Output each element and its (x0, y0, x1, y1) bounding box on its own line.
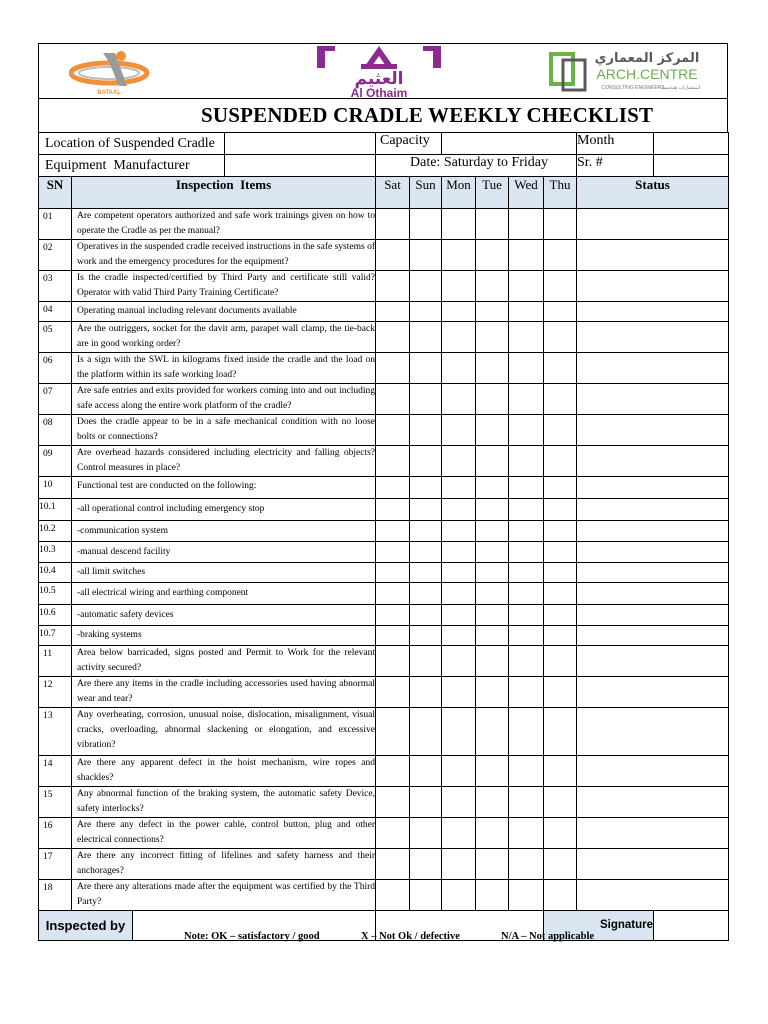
row-day-cell-tue[interactable] (476, 499, 509, 521)
row-day-cell-thu[interactable] (544, 626, 577, 646)
row-day-cell-sat[interactable] (376, 646, 410, 677)
row-day-cell-sat[interactable] (376, 708, 410, 756)
row-day-cell-thu[interactable] (544, 880, 577, 911)
row-day-cell-thu[interactable] (544, 708, 577, 756)
row-day-cell-tue[interactable] (476, 646, 509, 677)
manufacturer-field[interactable] (225, 155, 375, 176)
row-sn: 10.2 (39, 521, 72, 542)
row-sn: 10.1 (39, 499, 72, 521)
row-day-cell-mon[interactable] (442, 756, 476, 787)
note-not-ok: X – Not Ok / defective (361, 931, 460, 942)
row-day-cell-mon[interactable] (442, 446, 476, 477)
inspected-by-label: Inspected by (39, 911, 133, 940)
row-day-cell-sat[interactable] (376, 521, 410, 542)
row-day-cell-mon[interactable] (442, 542, 476, 563)
row-day-cell-mon[interactable] (442, 240, 476, 271)
row-status-cell[interactable] (577, 646, 729, 677)
checklist-row (39, 521, 729, 542)
row-day-cell-sat[interactable] (376, 322, 410, 353)
row-day-cell-wed[interactable] (509, 563, 544, 583)
checklist-row (39, 605, 729, 626)
row-day-cell-wed[interactable] (509, 542, 544, 563)
row-day-cell-thu[interactable] (544, 542, 577, 563)
row-day-cell-wed[interactable] (509, 756, 544, 787)
row-day-cell-tue[interactable] (476, 880, 509, 911)
row-day-cell-mon[interactable] (442, 646, 476, 677)
row-day-cell-wed[interactable] (509, 446, 544, 477)
sr-field[interactable] (654, 155, 729, 177)
row-day-cell-sun[interactable] (410, 583, 442, 605)
col-header-wed: Wed (509, 177, 544, 209)
row-day-cell-mon[interactable] (442, 209, 476, 240)
row-day-cell-sun[interactable] (410, 542, 442, 563)
row-day-cell-wed[interactable] (509, 384, 544, 415)
row-day-cell-tue[interactable] (476, 605, 509, 626)
row-day-cell-wed[interactable] (509, 353, 544, 384)
row-day-cell-thu[interactable] (544, 605, 577, 626)
row-day-cell-sun[interactable] (410, 605, 442, 626)
row-status-cell[interactable] (577, 302, 729, 322)
row-sn: 08 (39, 415, 72, 446)
row-inspection-item: -all electrical wiring and earthing component (72, 583, 376, 605)
row-day-cell-tue[interactable] (476, 477, 509, 499)
row-sn: 02 (39, 240, 72, 271)
row-day-cell-wed[interactable] (509, 605, 544, 626)
checklist-row (39, 880, 729, 911)
row-day-cell-sat[interactable] (376, 880, 410, 911)
page-title: SUSPENDED CRADLE WEEKLY CHECKLIST (201, 103, 654, 127)
arch-centre-arabic-text: المركز المعماري (594, 51, 700, 66)
row-day-cell-sun[interactable] (410, 626, 442, 646)
arch-centre-tagline-arabic: استشارات هندسية (661, 85, 701, 91)
col-header-sun: Sun (410, 177, 442, 209)
row-day-cell-sat[interactable] (376, 626, 410, 646)
row-day-cell-mon[interactable] (442, 605, 476, 626)
col-header-thu: Thu (544, 177, 577, 209)
location-label: Location of Suspended Cradle (39, 133, 225, 154)
row-sn: 10.4 (39, 563, 72, 583)
checklist-row (39, 756, 729, 787)
row-status-cell[interactable] (577, 708, 729, 756)
row-day-cell-sun[interactable] (410, 353, 442, 384)
row-inspection-item: Any overheating, corrosion, unusual noise, dislocation, misalignment, visual cracks, overloading, abnormal slackening or elongation, and excessive vibration? (72, 708, 376, 756)
row-day-cell-mon[interactable] (442, 322, 476, 353)
row-inspection-item: -automatic safety devices (72, 605, 376, 626)
checklist-form (38, 43, 728, 941)
row-day-cell-wed[interactable] (509, 880, 544, 911)
row-day-cell-thu[interactable] (544, 415, 577, 446)
row-inspection-item: Are there any alterations made after the equipment was certified by the Third Party? (72, 880, 376, 911)
row-day-cell-sun[interactable] (410, 209, 442, 240)
row-day-cell-thu[interactable] (544, 240, 577, 271)
row-day-cell-sat[interactable] (376, 818, 410, 849)
row-day-cell-mon[interactable] (442, 499, 476, 521)
row-sn: 03 (39, 271, 72, 302)
row-day-cell-tue[interactable] (476, 240, 509, 271)
row-status-cell[interactable] (577, 209, 729, 240)
checklist-row (39, 499, 729, 521)
checklist-row (39, 209, 729, 240)
row-sn: 06 (39, 353, 72, 384)
row-day-cell-wed[interactable] (509, 209, 544, 240)
row-day-cell-sat[interactable] (376, 677, 410, 708)
row-day-cell-wed[interactable] (509, 818, 544, 849)
row-day-cell-tue[interactable] (476, 209, 509, 240)
row-day-cell-sat[interactable] (376, 477, 410, 499)
row-inspection-item: Does the cradle appear to be in a safe mechanical condition with no loose bolts or connections? (72, 415, 376, 446)
row-status-cell[interactable] (577, 605, 729, 626)
al-othaim-logo (315, 44, 443, 98)
row-day-cell-mon[interactable] (442, 818, 476, 849)
row-status-cell[interactable] (577, 542, 729, 563)
row-inspection-item: Are there any apparent defect in the hoist mechanism, wire ropes and shackles? (72, 756, 376, 787)
row-day-cell-tue[interactable] (476, 818, 509, 849)
row-sn: 13 (39, 708, 72, 756)
row-day-cell-sat[interactable] (376, 756, 410, 787)
row-sn: 16 (39, 818, 72, 849)
row-day-cell-mon[interactable] (442, 521, 476, 542)
column-header-row (39, 177, 729, 209)
row-day-cell-sun[interactable] (410, 499, 442, 521)
row-day-cell-sat[interactable] (376, 563, 410, 583)
row-day-cell-wed[interactable] (509, 708, 544, 756)
row-inspection-item: -all limit switches (72, 563, 376, 583)
row-status-cell[interactable] (577, 499, 729, 521)
checklist-row (39, 415, 729, 446)
checklist-row (39, 646, 729, 677)
row-day-cell-tue[interactable] (476, 271, 509, 302)
row-day-cell-wed[interactable] (509, 415, 544, 446)
row-day-cell-sun[interactable] (410, 384, 442, 415)
row-day-cell-tue[interactable] (476, 384, 509, 415)
row-day-cell-tue[interactable] (476, 521, 509, 542)
row-day-cell-sun[interactable] (410, 415, 442, 446)
row-day-cell-thu[interactable] (544, 446, 577, 477)
row-day-cell-mon[interactable] (442, 477, 476, 499)
row-day-cell-sun[interactable] (410, 322, 442, 353)
row-inspection-item: Functional test are conducted on the following: (72, 477, 376, 499)
row-day-cell-wed[interactable] (509, 271, 544, 302)
row-inspection-item: -braking systems (72, 626, 376, 646)
row-day-cell-sat[interactable] (376, 209, 410, 240)
row-inspection-item: Are overhead hazards considered including electricity and falling objects? Control measures in place? (72, 446, 376, 477)
bataal-logo-text: BATAAL (97, 90, 121, 96)
row-inspection-item: Any abnormal function of the braking system, the automatic safety Device, safety interlocks? (72, 787, 376, 818)
checklist-row (39, 477, 729, 499)
checklist-row (39, 542, 729, 563)
row-day-cell-thu[interactable] (544, 787, 577, 818)
row-sn: 15 (39, 787, 72, 818)
row-day-cell-sun[interactable] (410, 677, 442, 708)
row-day-cell-mon[interactable] (442, 708, 476, 756)
row-sn: 10.3 (39, 542, 72, 563)
capacity-field[interactable] (442, 133, 577, 155)
note-na: N/A – Not applicable (501, 931, 595, 942)
row-status-cell[interactable] (577, 446, 729, 477)
row-status-cell[interactable] (577, 677, 729, 708)
month-field[interactable] (654, 133, 729, 155)
row-day-cell-sat[interactable] (376, 849, 410, 880)
logo-header (38, 43, 728, 98)
row-sn: 10 (39, 477, 72, 499)
row-day-cell-sun[interactable] (410, 563, 442, 583)
row-day-cell-sun[interactable] (410, 477, 442, 499)
row-day-cell-thu[interactable] (544, 563, 577, 583)
row-day-cell-sat[interactable] (376, 353, 410, 384)
row-day-cell-thu[interactable] (544, 583, 577, 605)
arch-centre-latin-text: ARCH.CENTRE (596, 66, 698, 82)
row-inspection-item: Are competent operators authorized and safe work trainings given on how to operate the Cradle as per the manual? (72, 209, 376, 240)
row-inspection-item: Area below barricaded, signs posted and Permit to Work for the relevant activity secured? (72, 646, 376, 677)
row-day-cell-mon[interactable] (442, 677, 476, 708)
checklist-row (39, 271, 729, 302)
row-inspection-item: -all operational control including emergency stop (72, 499, 376, 521)
row-day-cell-sun[interactable] (410, 880, 442, 911)
row-status-cell[interactable] (577, 415, 729, 446)
row-inspection-item: -communication system (72, 521, 376, 542)
signature-label-text: Signature (599, 919, 654, 931)
row-status-cell[interactable] (577, 521, 729, 542)
row-sn: 04 (39, 302, 72, 322)
row-sn: 09 (39, 446, 72, 477)
row-status-cell[interactable] (577, 384, 729, 415)
row-day-cell-tue[interactable] (476, 322, 509, 353)
row-day-cell-sun[interactable] (410, 787, 442, 818)
row-day-cell-wed[interactable] (509, 322, 544, 353)
row-status-cell[interactable] (577, 271, 729, 302)
row-day-cell-wed[interactable] (509, 677, 544, 708)
row-day-cell-tue[interactable] (476, 849, 509, 880)
row-day-cell-tue[interactable] (476, 542, 509, 563)
row-day-cell-wed[interactable] (509, 499, 544, 521)
row-day-cell-thu[interactable] (544, 818, 577, 849)
row-day-cell-wed[interactable] (509, 849, 544, 880)
row-status-cell[interactable] (577, 787, 729, 818)
row-day-cell-mon[interactable] (442, 880, 476, 911)
row-status-cell[interactable] (577, 563, 729, 583)
row-day-cell-thu[interactable] (544, 322, 577, 353)
row-sn: 01 (39, 209, 72, 240)
row-day-cell-mon[interactable] (442, 787, 476, 818)
row-sn: 05 (39, 322, 72, 353)
date-label: Date: Saturday to Friday (376, 155, 577, 177)
row-day-cell-sun[interactable] (410, 708, 442, 756)
checklist-row (39, 563, 729, 583)
row-day-cell-thu[interactable] (544, 209, 577, 240)
row-sn: 11 (39, 646, 72, 677)
checklist-row (39, 240, 729, 271)
row-day-cell-sun[interactable] (410, 521, 442, 542)
row-day-cell-mon[interactable] (442, 415, 476, 446)
signature-field[interactable] (654, 911, 729, 941)
col-header-mon: Mon (442, 177, 476, 209)
arch-centre-logo (547, 46, 707, 96)
row-day-cell-wed[interactable] (509, 626, 544, 646)
row-day-cell-thu[interactable] (544, 353, 577, 384)
row-day-cell-thu[interactable] (544, 384, 577, 415)
row-day-cell-sat[interactable] (376, 302, 410, 322)
checklist-row (39, 626, 729, 646)
checklist-row (39, 446, 729, 477)
row-day-cell-tue[interactable] (476, 708, 509, 756)
row-day-cell-sun[interactable] (410, 240, 442, 271)
checklist-row (39, 818, 729, 849)
arch-centre-tagline: CONSULTING ENGINEERS (601, 85, 665, 91)
sr-label: Sr. # (577, 155, 654, 177)
checklist-row (39, 787, 729, 818)
manufacturer-label: Equipment Manufacturer (39, 155, 225, 176)
row-day-cell-sun[interactable] (410, 446, 442, 477)
checklist-row (39, 322, 729, 353)
capacity-label: Capacity (376, 133, 442, 155)
row-day-cell-sat[interactable] (376, 605, 410, 626)
row-day-cell-wed[interactable] (509, 646, 544, 677)
row-day-cell-thu[interactable] (544, 477, 577, 499)
row-day-cell-tue[interactable] (476, 756, 509, 787)
row-day-cell-tue[interactable] (476, 415, 509, 446)
row-day-cell-thu[interactable] (544, 499, 577, 521)
row-status-cell[interactable] (577, 353, 729, 384)
location-field[interactable] (225, 133, 375, 154)
month-label: Month (577, 133, 654, 155)
row-status-cell[interactable] (577, 849, 729, 880)
checklist-rows (39, 209, 729, 911)
row-status-cell[interactable] (577, 240, 729, 271)
row-day-cell-tue[interactable] (476, 302, 509, 322)
row-status-cell[interactable] (577, 756, 729, 787)
row-status-cell[interactable] (577, 322, 729, 353)
row-sn: 14 (39, 756, 72, 787)
row-day-cell-mon[interactable] (442, 353, 476, 384)
row-day-cell-mon[interactable] (442, 563, 476, 583)
row-day-cell-tue[interactable] (476, 583, 509, 605)
row-sn: 07 (39, 384, 72, 415)
checklist-table (38, 132, 729, 941)
row-day-cell-mon[interactable] (442, 583, 476, 605)
row-day-cell-thu[interactable] (544, 646, 577, 677)
title-bar (38, 98, 728, 132)
col-header-sn: SN (39, 177, 72, 209)
row-day-cell-wed[interactable] (509, 240, 544, 271)
row-inspection-item: Is the cradle inspected/certified by Third Party and certificate still valid? Operator with valid Third Party Training Certificate? (72, 271, 376, 302)
row-day-cell-mon[interactable] (442, 626, 476, 646)
row-sn: 12 (39, 677, 72, 708)
row-day-cell-wed[interactable] (509, 521, 544, 542)
row-day-cell-sun[interactable] (410, 271, 442, 302)
row-status-cell[interactable] (577, 818, 729, 849)
row-day-cell-wed[interactable] (509, 477, 544, 499)
checklist-row (39, 353, 729, 384)
row-inspection-item: Is a sign with the SWL in kilograms fixed inside the cradle and the load on the platform within its safe working load? (72, 353, 376, 384)
row-day-cell-mon[interactable] (442, 302, 476, 322)
row-inspection-item: Are safe entries and exits provided for workers coming into and out including safe access along the entire work platform of the cradle? (72, 384, 376, 415)
al-othaim-latin-text: Al Othaim (350, 86, 408, 98)
row-sn: 10.7 (39, 626, 72, 646)
col-header-items: Inspection Items (72, 177, 376, 209)
row-sn: 18 (39, 880, 72, 911)
row-status-cell[interactable] (577, 880, 729, 911)
row-day-cell-sat[interactable] (376, 271, 410, 302)
checklist-row (39, 384, 729, 415)
row-status-cell[interactable] (577, 477, 729, 499)
row-day-cell-tue[interactable] (476, 626, 509, 646)
row-inspection-item: Operatives in the suspended cradle received instructions in the safe systems of work and the emergency procedures for the equipment? (72, 240, 376, 271)
row-day-cell-tue[interactable] (476, 446, 509, 477)
row-inspection-item: Are the outriggers, socket for the davit arm, parapet wall clamp, the tie-back are in good working order? (72, 322, 376, 353)
checklist-row (39, 302, 729, 322)
row-day-cell-sun[interactable] (410, 646, 442, 677)
checklist-row (39, 708, 729, 756)
row-day-cell-mon[interactable] (442, 271, 476, 302)
row-day-cell-thu[interactable] (544, 849, 577, 880)
al-othaim-arabic-text: العثيم (354, 69, 404, 89)
row-day-cell-thu[interactable] (544, 521, 577, 542)
row-day-cell-tue[interactable] (476, 353, 509, 384)
checklist-row (39, 583, 729, 605)
bataal-logo (69, 48, 153, 96)
row-day-cell-sun[interactable] (410, 302, 442, 322)
note-ok: Note: OK – satisfactory / good (184, 931, 320, 942)
row-inspection-item: Are there any incorrect fitting of lifelines and safety harness and their anchorages? (72, 849, 376, 880)
row-inspection-item: Are there any items in the cradle including accessories used having abnormal wear and tear? (72, 677, 376, 708)
row-day-cell-sat[interactable] (376, 583, 410, 605)
row-day-cell-sun[interactable] (410, 818, 442, 849)
row-day-cell-sun[interactable] (410, 849, 442, 880)
row-status-cell[interactable] (577, 626, 729, 646)
row-status-cell[interactable] (577, 583, 729, 605)
row-day-cell-sat[interactable] (376, 384, 410, 415)
row-day-cell-wed[interactable] (509, 302, 544, 322)
row-sn: 10.6 (39, 605, 72, 626)
row-day-cell-tue[interactable] (476, 787, 509, 818)
row-day-cell-sat[interactable] (376, 542, 410, 563)
row-day-cell-sun[interactable] (410, 756, 442, 787)
col-header-sat: Sat (376, 177, 410, 209)
row-sn: 17 (39, 849, 72, 880)
row-day-cell-tue[interactable] (476, 563, 509, 583)
row-day-cell-tue[interactable] (476, 677, 509, 708)
checklist-row (39, 677, 729, 708)
row-day-cell-thu[interactable] (544, 271, 577, 302)
row-day-cell-sat[interactable] (376, 446, 410, 477)
row-day-cell-sat[interactable] (376, 415, 410, 446)
row-day-cell-thu[interactable] (544, 302, 577, 322)
checklist-row (39, 849, 729, 880)
row-day-cell-mon[interactable] (442, 384, 476, 415)
header-row-location (39, 133, 729, 155)
row-day-cell-thu[interactable] (544, 677, 577, 708)
col-header-tue: Tue (476, 177, 509, 209)
row-inspection-item: Operating manual including relevant documents available (72, 302, 376, 322)
row-day-cell-sat[interactable] (376, 240, 410, 271)
row-inspection-item: Are there any defect in the power cable, control button, plug and other electrical connections? (72, 818, 376, 849)
row-sn: 10.5 (39, 583, 72, 605)
row-day-cell-thu[interactable] (544, 756, 577, 787)
row-day-cell-mon[interactable] (442, 849, 476, 880)
row-inspection-item: -manual descend facility (72, 542, 376, 563)
header-row-manufacturer (39, 155, 729, 177)
row-day-cell-sat[interactable] (376, 787, 410, 818)
row-day-cell-wed[interactable] (509, 787, 544, 818)
col-header-status: Status (577, 177, 729, 209)
row-day-cell-sat[interactable] (376, 499, 410, 521)
row-day-cell-wed[interactable] (509, 583, 544, 605)
